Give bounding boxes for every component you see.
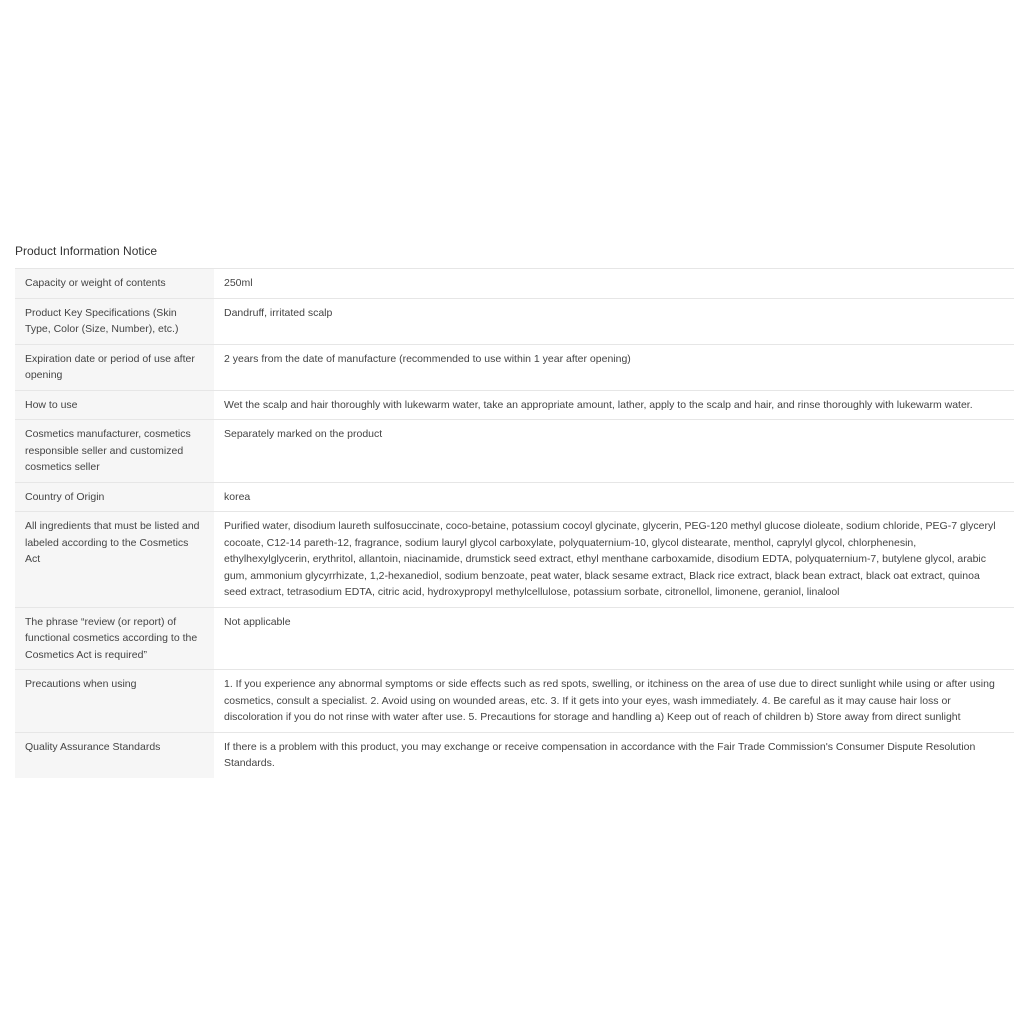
- table-row: [15, 269, 1014, 299]
- row-value: Wet the scalp and hair thoroughly with lukewarm water, take an appropriate amount, lather, apply to the scalp and hair, and rinse thoroughly with lukewarm water.: [214, 390, 1014, 420]
- table-row: [15, 420, 1014, 483]
- table-row: [15, 512, 1014, 608]
- row-value: 1. If you experience any abnormal symptoms or side effects such as red spots, swelling, or itchiness on the area of use due to direct sunlight while using or after using cosmetics, consult a specialist. 2. Avoid using on wounded areas, etc. 3. If it gets into your eyes, wash immediately. 4. Be careful as it may cause hair loss or discoloration if you do not rinse with water after use. 5. Precautions for storage and handling a) Keep out of reach of children b) Store away from direct sunlight: [214, 670, 1014, 733]
- table-row: [15, 607, 1014, 670]
- row-label: How to use: [15, 390, 214, 420]
- row-value: Separately marked on the product: [214, 420, 1014, 483]
- table-row: [15, 670, 1014, 733]
- row-label: All ingredients that must be listed and labeled according to the Cosmetics Act: [15, 512, 214, 608]
- row-value: Dandruff, irritated scalp: [214, 298, 1014, 344]
- row-value: korea: [214, 482, 1014, 512]
- row-label: Cosmetics manufacturer, cosmetics responsible seller and customized cosmetics seller: [15, 420, 214, 483]
- table-row: [15, 390, 1014, 420]
- row-value: 2 years from the date of manufacture (recommended to use within 1 year after opening): [214, 344, 1014, 390]
- row-label: Product Key Specifications (Skin Type, Color (Size, Number), etc.): [15, 298, 214, 344]
- product-info-table: [15, 268, 1014, 778]
- row-label: Capacity or weight of contents: [15, 269, 214, 299]
- row-label: Expiration date or period of use after opening: [15, 344, 214, 390]
- row-value: 250ml: [214, 269, 1014, 299]
- notice-title: Product Information Notice: [15, 244, 158, 258]
- row-label: Country of Origin: [15, 482, 214, 512]
- table-row: [15, 344, 1014, 390]
- table-row: [15, 732, 1014, 778]
- row-label: Quality Assurance Standards: [15, 732, 214, 778]
- row-value: Purified water, disodium laureth sulfosuccinate, coco-betaine, potassium cocoyl glycinate, glycerin, PEG-120 methyl glucose dioleate, sodium chloride, PEG-7 glyceryl cocoate, C12-14 pareth-12, fragrance, sodium lauryl glycol carboxylate, polyquaternium-10, glycol distearate, menthol, caprylyl glycol, chlorphenesin, ethylhexylglycerin, erythritol, allantoin, niacinamide, drumstick seed extract, ethyl menthane carboxamide, disodium EDTA, polyquaternium-7, butylene glycol, arabic gum, ammonium glycyrrhizate, 1,2-hexanediol, sodium benzoate, peat water, black sesame extract, Black rice extract, black bean extract, black oat extract, quinoa seed extract, tetrasodium EDTA, citric acid, hydroxypropyl methylcellulose, potassium sorbate, citronellol, limonene, geraniol, linalool: [214, 512, 1014, 608]
- row-label: The phrase “review (or report) of functional cosmetics according to the Cosmetics Act is required”: [15, 607, 214, 670]
- product-information-notice: [15, 243, 1014, 778]
- table-row: [15, 482, 1014, 512]
- table-row: [15, 298, 1014, 344]
- row-value: Not applicable: [214, 607, 1014, 670]
- row-value: If there is a problem with this product, you may exchange or receive compensation in accordance with the Fair Trade Commission's Consumer Dispute Resolution Standards.: [214, 732, 1014, 778]
- row-label: Precautions when using: [15, 670, 214, 733]
